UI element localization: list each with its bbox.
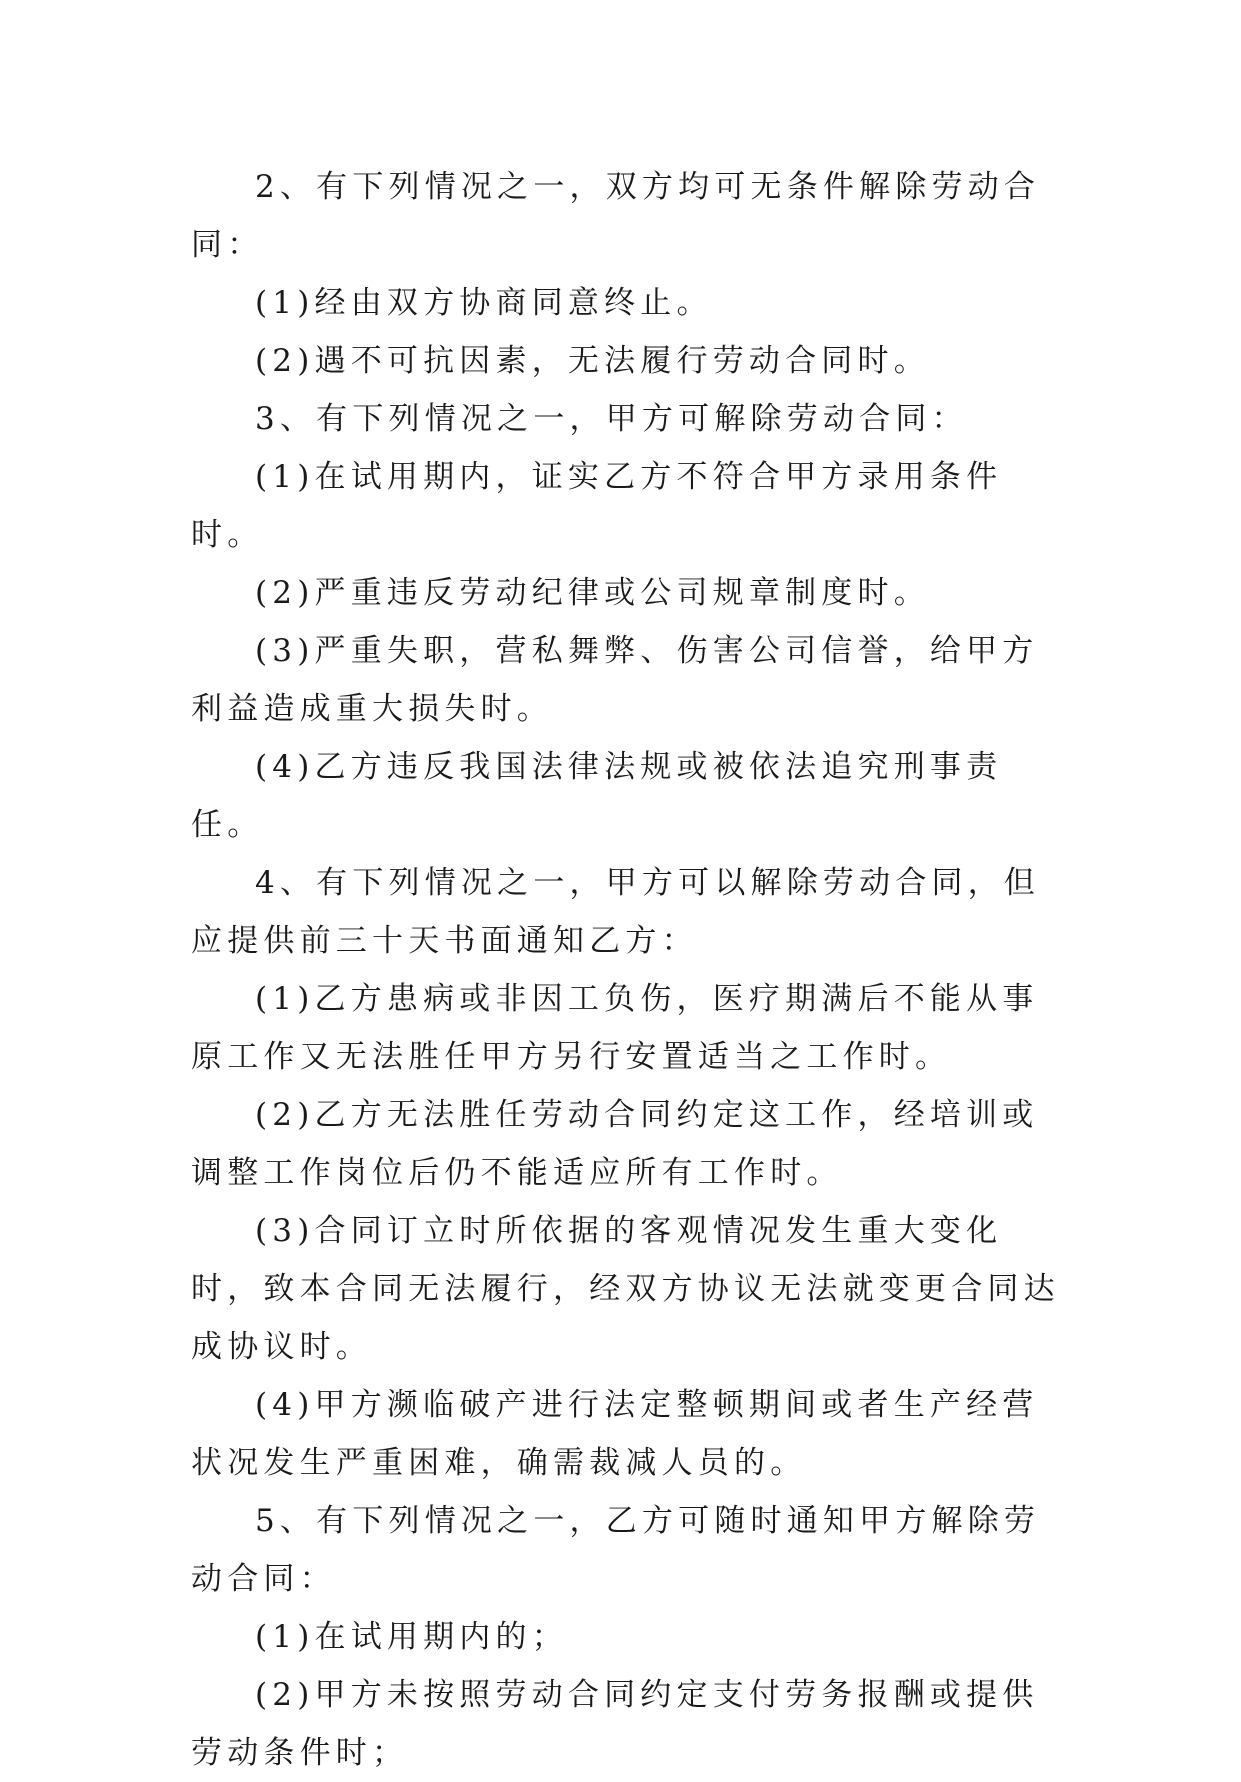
paragraph-clause-2-item-1: (1)经由双方协商同意终止。 [255,285,713,321]
paragraph-clause-5: 5、有下列情况之一，乙方可随时通知甲方解除劳动合同： [191,1503,1041,1597]
paragraph-clause-2-item-2: (2)遇不可抗因素，无法履行劳动合同时。 [255,343,930,379]
paragraph-clause-5-item-1: (1)在试用期内的； [255,1619,568,1655]
paragraph-clause-4-item-2: (2)乙方无法胜任劳动合同约定这工作，经培训或调整工作岗位后仍不能适应所有工作时。 [191,1097,1039,1191]
paragraph-clause-4-item-3: (3)合同订立时所依据的客观情况发生重大变化时，致本合同无法履行，经双方协议无法就变更合同达成协议时。 [191,1213,1060,1365]
paragraph-clause-2: 2、有下列情况之一，双方均可无条件解除劳动合同： [191,169,1041,263]
paragraph-clause-5-item-2: (2)甲方未按照劳动合同约定支付劳务报酬或提供劳动条件时； [191,1677,1039,1771]
paragraph-clause-4: 4、有下列情况之一，甲方可以解除劳动合同，但应提供前三十天书面通知乙方： [191,865,1041,959]
paragraph-clause-3-item-1: (1)在试用期内，证实乙方不符合甲方录用条件时。 [191,459,1003,553]
paragraph-clause-4-item-1: (1)乙方患病或非因工负伤，医疗期满后不能从事原工作又无法胜任甲方另行安置适当之工作时。 [191,981,1039,1075]
document-body [191,158,1071,1782]
paragraph-clause-3-item-3: (3)严重失职，营私舞弊、伤害公司信誉，给甲方利益造成重大损失时。 [191,633,1039,727]
paragraph-clause-3-item-2: (2)严重违反劳动纪律或公司规章制度时。 [255,575,930,611]
paragraph-clause-3-item-4: (4)乙方违反我国法律法规或被依法追究刑事责任。 [191,749,1003,843]
paragraph-clause-4-item-4: (4)甲方濒临破产进行法定整顿期间或者生产经营状况发生严重困难，确需裁减人员的。 [191,1387,1039,1481]
paragraph-clause-3: 3、有下列情况之一，甲方可解除劳动合同： [255,401,968,437]
